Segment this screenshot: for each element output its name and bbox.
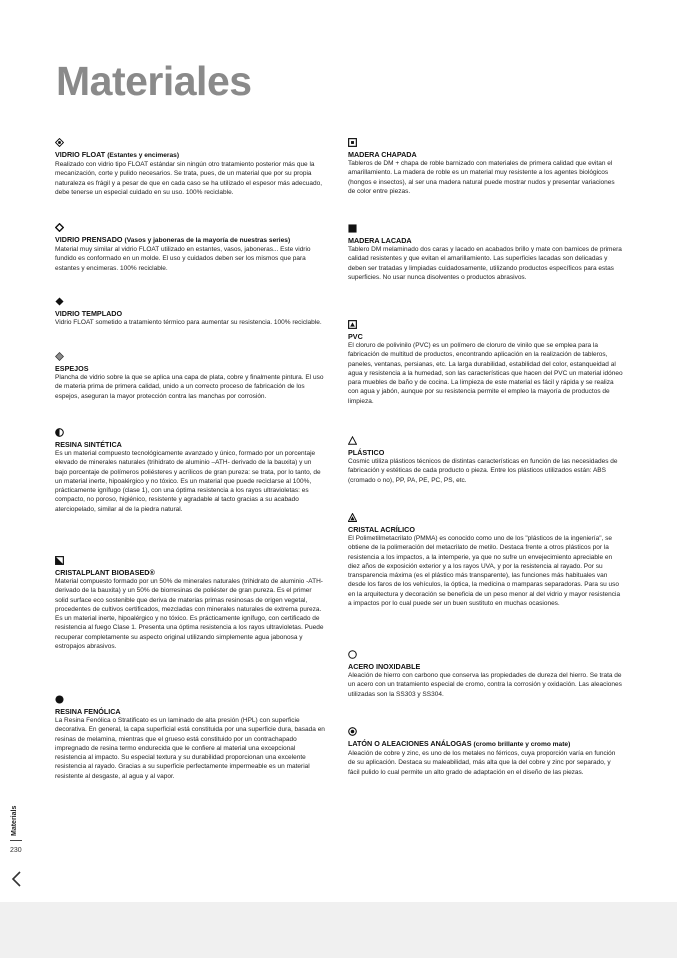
back-arrow-icon[interactable] xyxy=(10,870,24,888)
material-description: Tablero DM melaminado dos caras y lacado en acabados brillo y mate con barnices de primera calidad resistentes y que evitan el amarillamiento. Las superficies lacadas son delicadas y deben ser tratadas y limpiadas cuidadosamente, utilizando productos específicos para estas superficies. No usar nunca disolventes o productos abrasivos. xyxy=(348,246,622,281)
material-title: CRISTAL ACRÍLICO xyxy=(348,525,415,534)
material-laton xyxy=(348,727,623,777)
material-description: Aleación de cobre y zinc, es uno de los metales no férricos, cuya proporción varía en función de su aplicación. Destaca su maleabilidad, más alta que la del cobre y zinc por separado, y fácil pulido lo cual permite un alto grado de adaptación en el diseño de las piezas. xyxy=(348,750,616,776)
material-description: Material compuesto formado por un 50% de minerales naturales (trihidrato de aluminio -ATH- derivado de la bauxita) y un 50% de biorresinas de poliéster de gran pureza. Es el primer solid surface eco sostenible que deriva de materias primas resinosas de origen vegetal, procedentes de cultivos certificados, mezcladas con minerales naturales de extrema pureza. Es un material inerte, hipoalérgico y no tóxico. Es prácticamente ignífugo, con certificado de resistencia al fuego Clase 1. Presenta una óptima resistencia a los rayos ultravioletas. Puede recuperar completamente su aspecto original utilizando simplemente agua jabonosa y estropajos abrasivos. xyxy=(55,578,324,651)
material-vidrio-float xyxy=(55,138,325,197)
material-description: Material muy similar al vidrio FLOAT utilizado en estantes, vasos, jaboneras... Este vidrio fundido es conformado en un molde. El uso y cuidados deben ser los mismos que para estantes y encimeras. 100% reciclable. xyxy=(55,246,311,272)
diamond-outline-dot-icon xyxy=(55,138,64,147)
material-title: MADERA LACADA xyxy=(348,236,412,245)
circle-filled-icon xyxy=(55,695,64,704)
material-title: RESINA SINTÉTICA xyxy=(55,440,122,449)
material-title: VIDRIO FLOAT (Estantes y encimeras) xyxy=(55,150,180,159)
diamond-grey-icon xyxy=(55,352,64,361)
material-title: PLÁSTICO xyxy=(348,448,385,457)
material-cristalplant-biobased xyxy=(55,556,325,651)
material-description: La Resina Fenólica o Stratificato es un laminado de alta presión (HPL) con superficie decorativa. En general, la capa superficial está constituida por una superficie dura, basada en resinas de melamina, mientras que el grueso está constituido por un contrachapado impregnado de resina termo endurecida que le confiere al material una excepcional resistencia al impacto. Su especial textura y su durabilidad proporcionan una excelente resistencia al rayado. Gracias a su superficie perfectamente impermeable es un material resistente al desgaste, al agua y al vapor. xyxy=(55,717,325,780)
square-filled-icon xyxy=(348,224,357,233)
material-title: ESPEJOS xyxy=(55,364,89,373)
page-title: Materiales xyxy=(56,58,252,104)
circle-outline-icon xyxy=(348,650,357,659)
material-cristal-acrilico xyxy=(348,513,623,608)
material-title: ACERO INOXIDABLE xyxy=(348,662,421,671)
material-title: CRISTALPLANT BIOBASED® xyxy=(55,568,155,577)
material-vidrio-prensado xyxy=(55,223,325,273)
material-title: VIDRIO PRENSADO (Vasos y jaboneras de la mayoría de nuestras series) xyxy=(55,235,291,244)
material-title: RESINA FENÓLICA xyxy=(55,707,121,716)
material-description: Cosmic utiliza plásticos técnicos de distintas características en función de las necesidades de fabricación y estéticas de cada producto o pieza. Entre los plásticos utilizados están: ABS (cromado o no), PP, PA, PE, PC, PS, etc. xyxy=(348,458,618,484)
diamond-outline-icon xyxy=(55,223,64,232)
material-pvc xyxy=(348,320,623,406)
material-description: Tableros de DM + chapa de roble barnizado con materiales de primera calidad que evitan el amarillamiento. La madera de roble es un material muy resistente a los agentes biológicos (hongos e insectos), al ser una madera natural puede mostrar nudos y presentar variaciones de color entre piezas. xyxy=(348,160,615,195)
material-title: PVC xyxy=(348,332,363,341)
section-side-label: Materials xyxy=(11,805,18,836)
viewer-footer-band xyxy=(0,902,677,958)
material-vidrio-templado xyxy=(55,297,322,327)
triangle-outline-icon xyxy=(348,436,357,445)
page-number: 230 xyxy=(10,847,22,854)
square-diagonal-icon xyxy=(55,556,64,565)
material-resina-fenolica xyxy=(55,695,325,781)
material-plastico xyxy=(348,436,623,485)
material-title: VIDRIO TEMPLADO xyxy=(55,309,123,318)
material-description: El cloruro de polivinilo (PVC) es un polímero de cloruro de vinilo que se emplea para la fabricación de multitud de productos, encontrando aplicación en la realización de tableros, paneles, ventanas, persianas, etc. La larga durabilidad, estabilidad del color, estanqueidad al agua y resistencia a la humedad, son las características que hacen del PVC un material idóneo para muebles de baño y de cocina. La limpieza de este material es fácil y rápida y se realiza con agua y jabón, aunque por su resistencia permite el empleo la mayoría de productos de limpieza. xyxy=(348,342,623,405)
material-acero-inoxidable xyxy=(348,650,623,699)
material-title: LATÓN O ALEACIONES ANÁLOGAS (cromo brillante y cromo mate) xyxy=(348,739,571,748)
material-description: Aleación de hierro con carbono que conserva las propiedades de dureza del hierro. Se trata de un acero con un tratamiento especial de cromo, contra la corrosión y oxidación. Las aleaciones utilizadas son la SS303 y SS304. xyxy=(348,672,622,698)
material-madera-lacada xyxy=(348,224,623,282)
half-circle-icon xyxy=(55,428,64,437)
material-description: El Polimetilmetacrilato (PMMA) es conocido como uno de los "plásticos de la ingeniería", se obtiene de la polimeración del metacrilato de metilo. Destaca frente a otros plásticos por la resistencia a los impactos, a la intemperie, ya que no sufre un envejecimiento apreciable en diez años de exposición exterior y a los rayos UVA, y por la resistencia al rayado. Por su transparencia máxima (es el plástico más transparente), las funciones más habituales van desde los faros de los vehículos, la óptica, la medicina o mamparas separadoras. Para su uso en la arquitectura y decoración se beneficia de un peso menor al del vidrio y mayor resistencia a impactos por lo cual puede ser un buen sustituto en muchas ocasiones. xyxy=(348,535,621,608)
side-divider xyxy=(10,840,22,841)
material-description: Plancha de vidrio sobre la que se aplica una capa de plata, cobre y finalmente pintura. El uso de materia prima de primera calidad, unido a un correcto proceso de fabricación de los espejos, aseguran la mayor protección contra las manchas por corrosión. xyxy=(55,374,324,400)
material-description: Vidrio FLOAT sometido a tratamiento térmico para aumentar su resistencia. 100% reciclable. xyxy=(55,319,322,326)
square-triangle-icon xyxy=(348,320,357,329)
square-outline-dot-icon xyxy=(348,138,357,147)
diamond-filled-icon xyxy=(55,297,64,306)
material-resina-sintetica xyxy=(55,428,325,514)
material-espejos xyxy=(55,352,325,401)
material-description: Es un material compuesto tecnológicamente avanzado y único, formado por un porcentaje elevado de minerales naturales (trihidrato de aluminio –ATH- derivado de la bauxita) y un bajo porcentaje de polímeros poliésteres y acrílicos de gran pureza: se trata, por lo tanto, de un material inerte, hipoalérgico y no tóxico. Es un material que puede reciclarse al 100%, prácticamente ignífugo (clase 1), con una óptima resistencia a los rayos ultravioletas: es compacto, no poroso, higiénico, resistente y agradable al tacto gracias a su acabado aterciopelado, similar al de la piedra natural. xyxy=(55,450,321,513)
triangle-filled-icon xyxy=(348,513,357,522)
material-madera-chapada xyxy=(348,138,623,196)
circle-dot-icon xyxy=(348,727,357,736)
material-title: MADERA CHAPADA xyxy=(348,150,417,159)
material-description: Realizado con vidrio tipo FLOAT estándar sin ningún otro tratamiento posterior más que la mecanización, corte y pulido necesarios. Se trata, pues, de un material que por su propia naturaleza es frágil y a pesar de que en cada caso se ha utilizado el espesor más adecuado, debe tenerse un especial cuidado en su uso. 100% reciclable. xyxy=(55,161,323,196)
